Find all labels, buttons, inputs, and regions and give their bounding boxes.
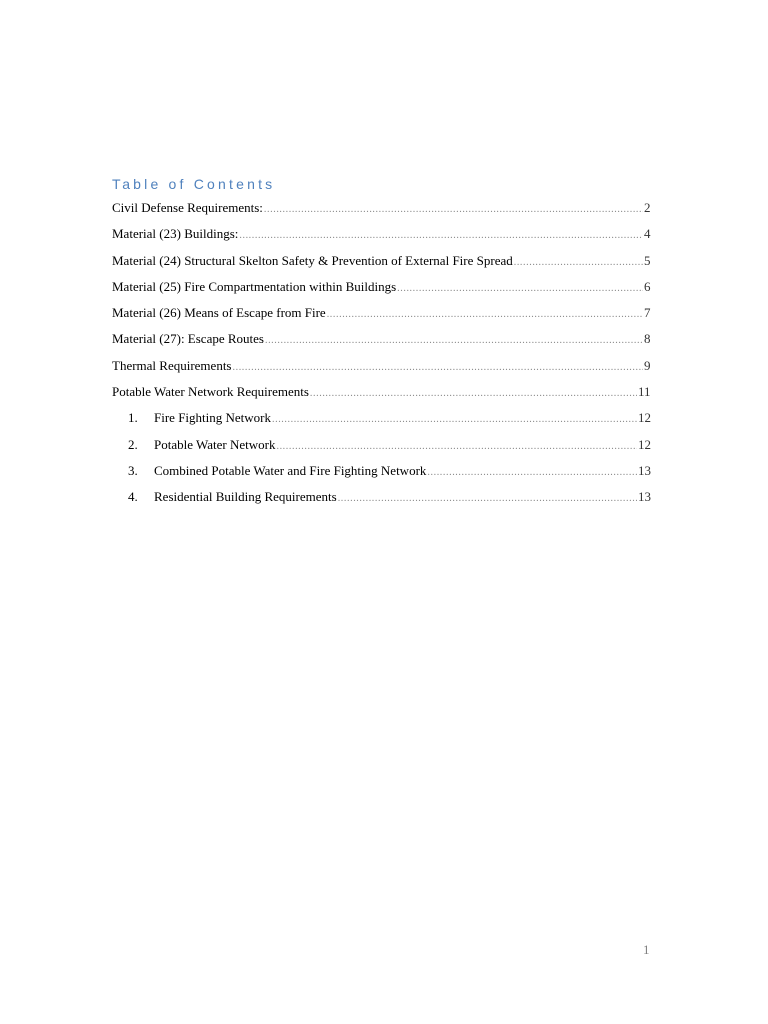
toc-entry-page: 13: [638, 489, 651, 505]
toc-heading: Table of Contents: [112, 176, 276, 192]
toc-entry-page: 11: [638, 384, 651, 400]
toc-dot-leader: [264, 202, 643, 218]
toc-entry-title: Residential Building Requirements: [154, 489, 337, 505]
toc-entry-page: 13: [638, 462, 651, 478]
toc-entry-number: 3.: [128, 462, 138, 478]
toc-dot-leader: [338, 491, 637, 507]
toc-entry-page: 7: [644, 305, 651, 321]
toc-entry-title: Combined Potable Water and Fire Fighting Network: [154, 462, 427, 478]
toc-dot-leader: [276, 439, 637, 455]
toc-list: [112, 200, 652, 516]
page-number: 1: [643, 942, 650, 957]
toc-entry-page: 6: [644, 278, 651, 294]
toc-entry-number: 2.: [128, 436, 138, 452]
toc-entry-title: Fire Fighting Network: [154, 410, 271, 426]
toc-entry-page: 5: [644, 252, 651, 268]
toc-entry[interactable]: [112, 331, 652, 357]
toc-entry[interactable]: [112, 200, 652, 226]
toc-subentry[interactable]: [112, 489, 652, 515]
toc-entry-page: 12: [638, 436, 651, 452]
toc-entry[interactable]: [112, 226, 652, 252]
toc-entry-title: Material (27): Escape Routes: [112, 331, 264, 347]
toc-entry[interactable]: [112, 384, 652, 410]
toc-entry-title: Material (25) Fire Compartmentation within Buildings: [112, 278, 397, 294]
toc-entry-page: 2: [644, 200, 651, 215]
toc-dot-leader: [310, 386, 637, 402]
toc-dot-leader: [327, 307, 643, 323]
toc-subentry[interactable]: [112, 463, 652, 489]
toc-entry-title: Material (23) Buildings:: [112, 226, 239, 242]
toc-entry-page: 4: [644, 226, 651, 242]
toc-dot-leader: [239, 228, 643, 244]
toc-entry-page: 9: [644, 357, 651, 373]
toc-dot-leader: [272, 412, 637, 428]
toc-dot-leader: [233, 360, 644, 376]
toc-entry-page: 8: [644, 331, 651, 347]
toc-dot-leader: [397, 281, 643, 297]
toc-entry[interactable]: [112, 305, 652, 331]
toc-entry-title: Potable Water Network: [154, 436, 276, 452]
toc-entry-title: Material (26) Means of Escape from Fire: [112, 305, 326, 321]
toc-subentry[interactable]: [112, 410, 652, 436]
toc-entry-page: 12: [638, 410, 651, 426]
toc-dot-leader: [427, 465, 637, 481]
toc-dot-leader: [514, 255, 643, 271]
toc-entry[interactable]: [112, 279, 652, 305]
toc-entry-number: 1.: [128, 410, 138, 426]
toc-entry-title: Material (24) Structural Skelton Safety & Prevention of External Fire Spread: [112, 252, 513, 268]
toc-dot-leader: [265, 333, 643, 349]
toc-entry-title: Thermal Requirements: [112, 357, 232, 373]
toc-entry[interactable]: [112, 253, 652, 279]
toc-entry[interactable]: [112, 358, 652, 384]
toc-entry-number: 4.: [128, 489, 138, 505]
toc-entry-title: Civil Defense Requirements:: [112, 200, 263, 215]
toc-subentry[interactable]: [112, 437, 652, 463]
toc-entry-title: Potable Water Network Requirements: [112, 384, 309, 400]
